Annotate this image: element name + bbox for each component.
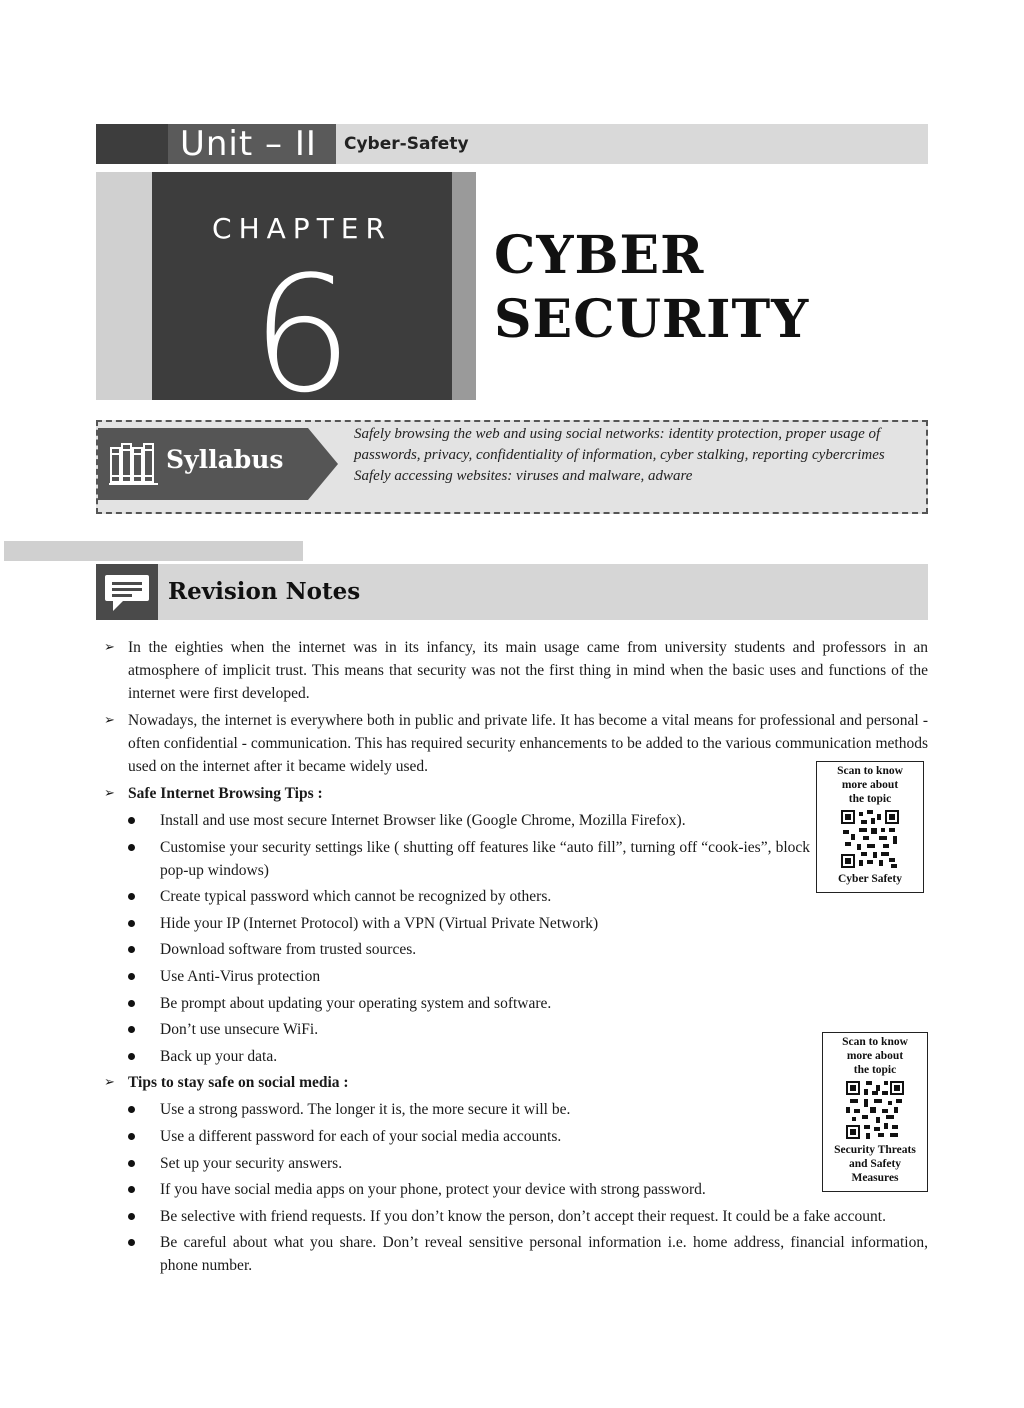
list-item: [104, 1018, 928, 1041]
paragraph-text: Nowadays, the internet is everywhere both in public and private life. It has become a vital means for professional and personal - often confidential - communication. This has required security enhancements to be added to the various communication methods used on the internet after it became widely used.: [128, 712, 928, 775]
bullet-icon: [128, 1213, 135, 1220]
syllabus-label: Syllabus: [166, 445, 284, 474]
chapter-bg-right: [452, 172, 476, 400]
bullet-icon: [128, 1160, 135, 1167]
bullet-icon: [128, 920, 135, 927]
list-item-text: Be selective with friend requests. If you don’t know the person, don’t accept their request. It could be a fake account.: [160, 1207, 886, 1225]
list-item: [104, 809, 928, 832]
qr-prompt-line: Scan to know: [842, 1036, 908, 1048]
qr-box-cyber-safety: [816, 761, 924, 893]
qr-prompt-line: more about: [846, 1050, 904, 1062]
chapter-bg-left: [96, 172, 152, 400]
revision-title: Revision Notes: [168, 578, 361, 605]
list-item-text: Download software from trusted sources.: [160, 941, 417, 959]
list-item-text: Hide your IP (Internet Protocol) with a VPN (Virtual Private Network): [160, 914, 599, 932]
bullet-icon: [128, 1000, 135, 1007]
list-item-text: Back up your data.: [160, 1047, 278, 1065]
qr-prompt-line: the topic: [853, 1064, 897, 1076]
chapter-title-line2: SECURITY: [494, 289, 810, 350]
social-tips-list: [104, 1098, 928, 1277]
list-item: [104, 1231, 928, 1277]
unit-subtitle: Cyber-Safety: [344, 134, 469, 154]
list-item: [104, 938, 928, 961]
syllabus-line: Safely accessing websites: viruses and malware, adware: [354, 468, 693, 484]
heading-text: Safe Internet Browsing Tips :: [128, 785, 323, 802]
browsing-tips-heading: [104, 782, 928, 805]
bullet-icon: [128, 1239, 135, 1246]
qr-prompt-line: Scan to know: [837, 765, 903, 777]
qr-code-icon[interactable]: [846, 1081, 904, 1139]
list-item-text: Install and use most secure Internet Browser like (Google Chrome, Mozilla Firefox).: [160, 812, 686, 829]
list-item: [104, 1152, 928, 1175]
bullet-icon: [128, 1026, 135, 1033]
revision-content: [104, 636, 928, 1281]
paragraph: [104, 636, 928, 705]
arrow-bullet-icon: ➢: [104, 1075, 115, 1091]
qr-code-icon[interactable]: [841, 810, 899, 868]
qr-prompt-line: the topic: [848, 793, 892, 805]
bullet-icon: [128, 1106, 135, 1113]
syllabus-arrow: [308, 428, 338, 500]
qr-box-security-threats: [822, 1032, 928, 1192]
qr-caption: Cyber Safety: [838, 873, 902, 885]
list-item-text: If you have social media apps on your phone, protect your device with strong password.: [160, 1181, 706, 1199]
list-item: [104, 965, 928, 988]
social-tips-heading: [104, 1071, 928, 1094]
bullet-icon: [128, 817, 135, 824]
list-item: [104, 836, 928, 882]
qr-prompt-line: more about: [841, 779, 899, 791]
heading-text: Tips to stay safe on social media :: [128, 1074, 349, 1092]
chapter-box: [152, 172, 452, 400]
list-item-text: Use a different password for each of your social media accounts.: [160, 1127, 562, 1145]
list-item: [104, 1178, 928, 1201]
unit-header-accent: [96, 124, 168, 164]
paragraph-text: In the eighties when the internet was in its infancy, its main usage came from university students and professors in an atmosphere of implicit trust. This means that security was not the first thing in mind when the basic uses and functions of the internet were first developed.: [128, 639, 928, 702]
list-item: [104, 1098, 928, 1121]
chapter-title: [494, 224, 809, 352]
qr-caption: Measures: [851, 1172, 899, 1184]
speech-bubble-icon: [103, 572, 151, 614]
chapter-word: CHAPTER: [212, 212, 392, 245]
list-item-text: Use a strong password. The longer it is, the more secure it will be.: [160, 1101, 571, 1119]
unit-label: Unit – II: [168, 124, 336, 164]
list-item-text: Be careful about what you share. Don’t reveal sensitive personal information i.e. home address, financial information, phone number.: [160, 1234, 928, 1275]
section-divider: [4, 541, 303, 561]
list-item: [104, 912, 928, 935]
list-item: [104, 885, 928, 908]
list-item: [104, 1125, 928, 1148]
qr-caption: Security Threats: [834, 1144, 916, 1156]
list-item: [104, 1045, 928, 1068]
list-item: [104, 992, 928, 1015]
syllabus-line: Safely browsing the web and using social networks: identity protection, proper usage of passwords, privacy, confidentiality of information, cyber stalking, reporting cybercrimes: [354, 426, 885, 463]
bullet-icon: [128, 1186, 135, 1193]
bullet-icon: [128, 946, 135, 953]
list-item-text: Use Anti-Virus protection: [160, 967, 321, 985]
list-item-text: Create typical password which cannot be recognized by others.: [160, 888, 552, 906]
list-item-text: Be prompt about updating your operating system and software.: [160, 994, 552, 1012]
list-item-text: Set up your security answers.: [160, 1154, 343, 1172]
bullet-icon: [128, 1133, 135, 1140]
bullet-icon: [128, 1053, 135, 1060]
arrow-bullet-icon: ➢: [104, 786, 115, 801]
syllabus-content: [354, 424, 914, 487]
chapter-number: 6: [251, 241, 353, 400]
bullet-icon: [128, 844, 135, 851]
chapter-title-line1: CYBER: [494, 225, 705, 286]
list-item-text: Customise your security settings like ( shutting off features like “auto fill”, turning off “cook-ies”, block pop-up windows): [160, 838, 810, 879]
arrow-bullet-icon: ➢: [104, 640, 115, 655]
list-item-text: Don’t use unsecure WiFi.: [160, 1021, 319, 1039]
arrow-bullet-icon: ➢: [104, 713, 115, 728]
bullet-icon: [128, 973, 135, 980]
books-icon: [108, 440, 160, 486]
qr-caption: and Safety: [848, 1158, 902, 1170]
list-item: [104, 1205, 928, 1228]
browsing-tips-list: [104, 809, 928, 1068]
paragraph: [104, 709, 928, 778]
bullet-icon: [128, 893, 135, 900]
